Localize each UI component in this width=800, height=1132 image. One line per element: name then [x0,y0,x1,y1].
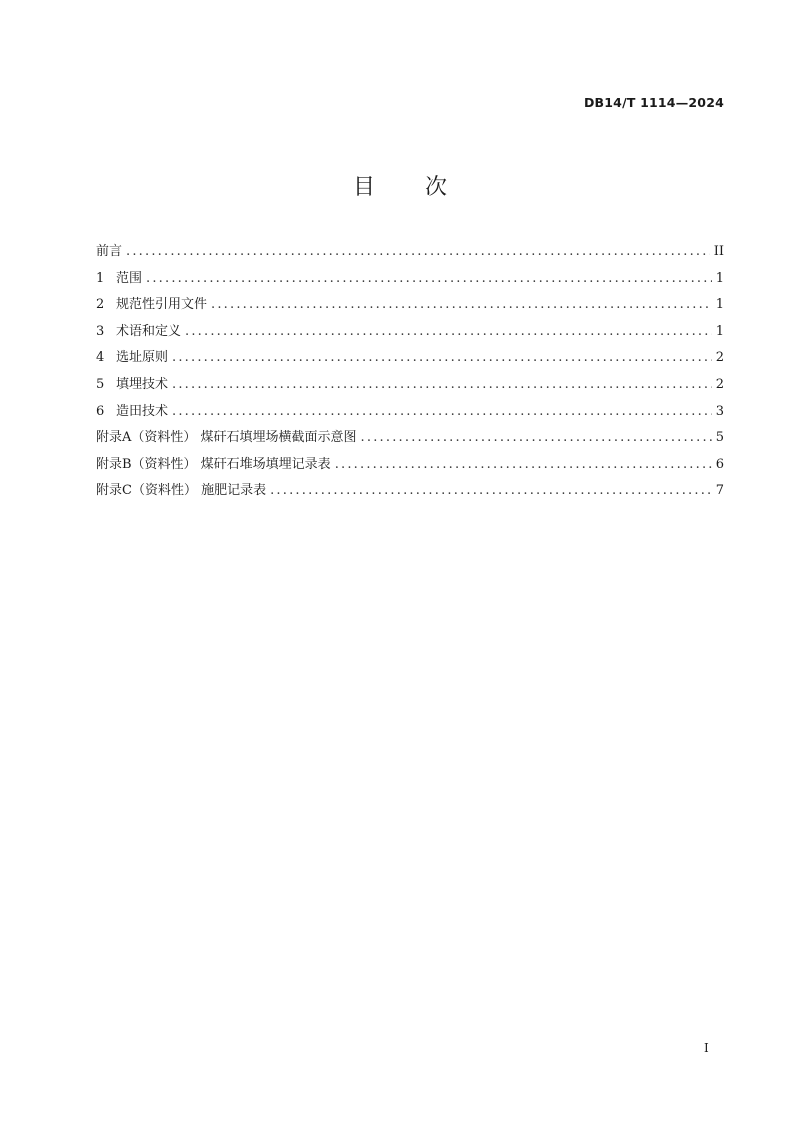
toc-page-number: 5 [715,430,724,446]
toc-leader-dots [361,429,712,446]
toc-leader-dots [172,349,712,366]
toc-label [96,429,357,446]
toc-label-text: 附录A（资料性） 煤矸石填埋场横截面示意图 [96,430,357,446]
toc-section-number: 5 [96,376,105,392]
toc-leader-dots [270,482,712,499]
toc-leader-dots [172,376,712,393]
toc-label-text: 术语和定义 [116,323,182,339]
table-of-contents [96,243,724,509]
toc-section-number: 6 [96,403,105,419]
toc-entry-appendix-c[interactable] [96,482,724,509]
toc-label-text: 选址原则 [116,350,169,366]
toc-page-number: 3 [715,403,724,419]
toc-entry-scope[interactable] [96,270,724,297]
toc-page-number: 1 [715,323,724,339]
toc-leader-dots [146,270,712,287]
toc-entry-appendix-b[interactable] [96,456,724,483]
toc-section-number: 2 [96,297,105,313]
toc-leader-dots [126,243,710,260]
toc-entry-land-creation-technique[interactable] [96,403,724,430]
toc-page-number: 6 [715,456,724,472]
toc-section-number: 1 [96,270,105,286]
toc-page-number: 1 [715,297,724,313]
page-title [0,170,800,201]
toc-entry-terms-definitions[interactable] [96,323,724,350]
toc-entry-appendix-a[interactable] [96,429,724,456]
toc-label-text: 附录B（资料性） 煤矸石堆场填埋记录表 [96,456,331,472]
toc-label [96,270,142,287]
toc-page-number: 2 [715,376,724,392]
toc-page-number: 7 [715,483,724,499]
toc-leader-dots [185,323,712,340]
toc-entry-foreword[interactable] [96,243,724,270]
toc-label [96,243,122,260]
toc-label-text: 造田技术 [116,403,169,419]
toc-label [96,323,181,340]
toc-label-text: 填埋技术 [116,376,169,392]
title-char-2: 次 [425,175,448,200]
toc-label [96,403,168,420]
toc-label [96,376,168,393]
toc-label [96,349,168,366]
toc-label-text: 规范性引用文件 [116,297,208,313]
title-char-1: 目 [352,175,375,200]
toc-entry-site-selection[interactable] [96,349,724,376]
toc-page-number: 2 [715,350,724,366]
toc-page-number: II [713,244,724,259]
toc-label-text: 前言 [96,244,123,259]
toc-entry-landfill-technique[interactable] [96,376,724,403]
toc-label-text: 附录C（资料性） 施肥记录表 [96,483,267,499]
toc-label [96,456,331,473]
toc-label [96,296,207,313]
toc-page-number: 1 [715,270,724,286]
toc-label-text: 范围 [116,270,143,286]
toc-section-number: 4 [96,350,105,366]
page-number: I [704,1041,709,1055]
toc-leader-dots [211,296,712,313]
toc-leader-dots [335,456,712,473]
document-code: DB14/T 1114—2024 [583,95,724,110]
toc-section-number: 3 [96,323,105,339]
toc-leader-dots [172,403,712,420]
toc-entry-normative-references[interactable] [96,296,724,323]
toc-label [96,482,266,499]
